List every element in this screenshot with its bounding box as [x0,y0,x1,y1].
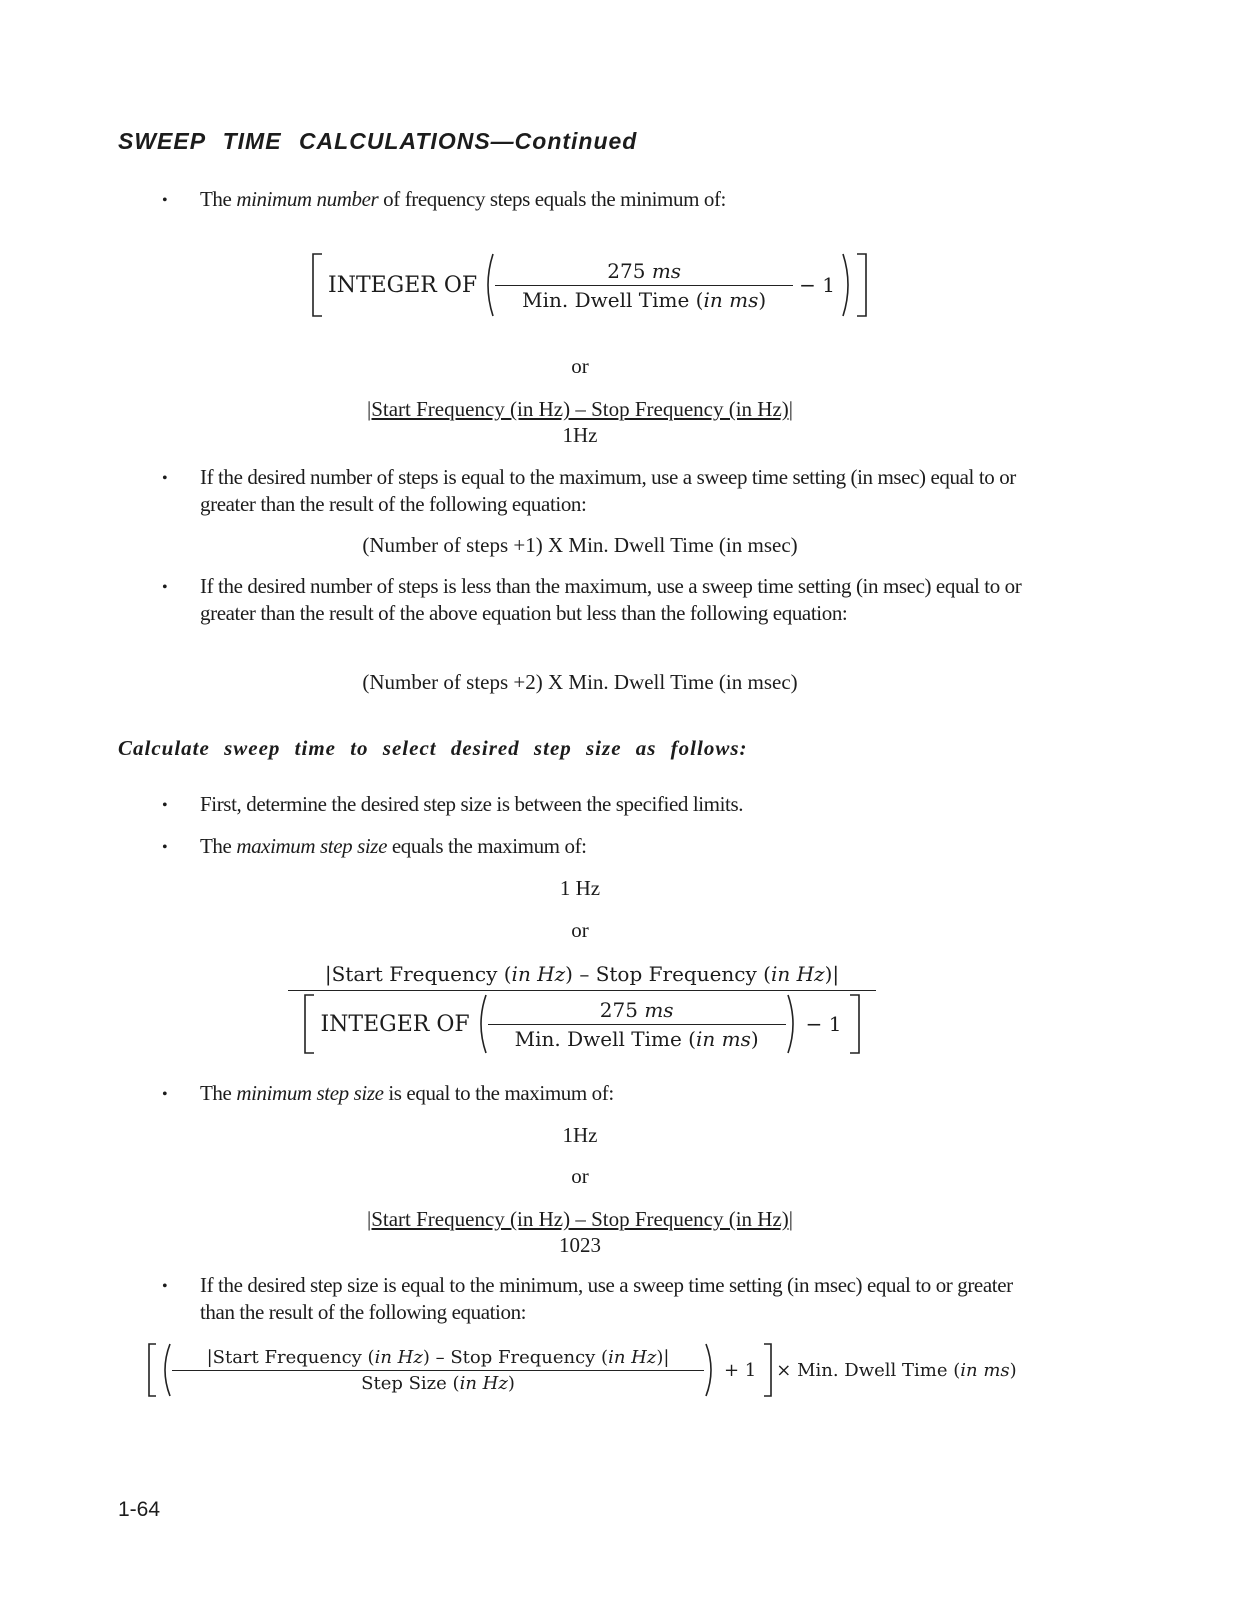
bullet-step-equal-min: If the desired step size is equal to the minimum, use a sweep time setting (in msec) equal to or greater than the result of the following equation: [200,1273,1013,1324]
left-square-bracket [146,1342,158,1398]
left-paren [481,252,495,318]
fraction: $\frac{\text{|Start Frequency (in Hz) – Stop Frequency (in Hz)|}}{\text{Step Size (in Hz)}}$ [172,1347,704,1394]
right-paren [704,1342,718,1398]
fraction: $\frac{275 ms}{\text{Min. Dwell Time (in ms)}}$ [495,259,793,312]
right-square-bracket [848,993,862,1055]
bullet-marker: • [162,1086,168,1103]
bullet-max-step-size: The maximum step size equals the maximum of: [200,834,587,858]
page-number: 1-64 [118,1498,161,1521]
equation-steps-plus-1: (Number of steps +1) X Min. Dwell Time (in msec) [362,533,798,557]
subheading: Calculate sweep time to select desired step size as follows: [118,736,748,760]
right-square-bracket [762,1342,774,1398]
fraction-numerator: |Start Frequency (in Hz) – Stop Frequency (in Hz)| [288,962,876,991]
bullet-steps-equal-max: If the desired number of steps is equal to the maximum, use a sweep time setting (in msec) equal to or greater than the result of the following equation: [200,465,1016,516]
fraction-denominator: INTEGER OF $\frac{275 ms}{\text{Min. Dwell Time (in ms)}}$ − 1 [288,991,876,1055]
equation-integer-of: INTEGER OF $\frac{275 ms}{\text{Min. Dwell Time (in ms)}}$ − 1 [310,252,869,318]
min-1hz: 1Hz [562,1123,598,1147]
or-label: or [571,1164,589,1188]
bullet-min-step-size: The minimum step size is equal to the maximum of: [200,1081,614,1105]
bullet-marker: • [162,192,168,209]
max-1hz: 1 Hz [559,876,601,900]
section-title: SWEEP TIME CALCULATIONS—Continued [118,128,638,154]
bullet-minimum-steps: The minimum number of frequency steps equals the minimum of: [200,187,726,211]
right-square-bracket [855,252,869,318]
bullet-marker: • [162,797,168,814]
bullet-marker: • [162,470,168,487]
left-paren [158,1342,172,1398]
bullet-marker: • [162,579,168,596]
right-paren [786,993,800,1055]
equation-span-over-1023: |Start Frequency (in Hz) – Stop Frequency (in Hz)| 1023 [367,1207,793,1257]
left-square-bracket [302,993,316,1055]
equation-final-sweep-time: $\frac{\text{|Start Frequency (in Hz) – Stop Frequency (in Hz)|}}{\text{Step Size (in Hz)}}$ + 1 × Min. Dwell Time (in ms) [146,1342,1017,1398]
left-square-bracket [310,252,324,318]
or-label: or [571,354,589,378]
bullet-steps-less-than-max: If the desired number of steps is less than the maximum, use a sweep time setting (in msec) equal to or greater than the result of the above equation but less than the following equation: [200,574,1022,625]
bullet-marker: • [162,1278,168,1295]
bullet-marker: • [162,839,168,856]
right-paren [841,252,855,318]
bullet-determine-step-size: First, determine the desired step size is between the specified limits. [200,792,744,816]
inner-fraction: $\frac{275 ms}{\text{Min. Dwell Time (in ms)}}$ [488,998,786,1051]
equation-max-step-size [288,962,876,1055]
equation-span-over-1hz: |Start Frequency (in Hz) – Stop Frequency (in Hz)| 1Hz [367,397,793,447]
equation-steps-plus-2: (Number of steps +2) X Min. Dwell Time (in msec) [362,670,798,694]
left-paren [474,993,488,1055]
or-label: or [571,918,589,942]
